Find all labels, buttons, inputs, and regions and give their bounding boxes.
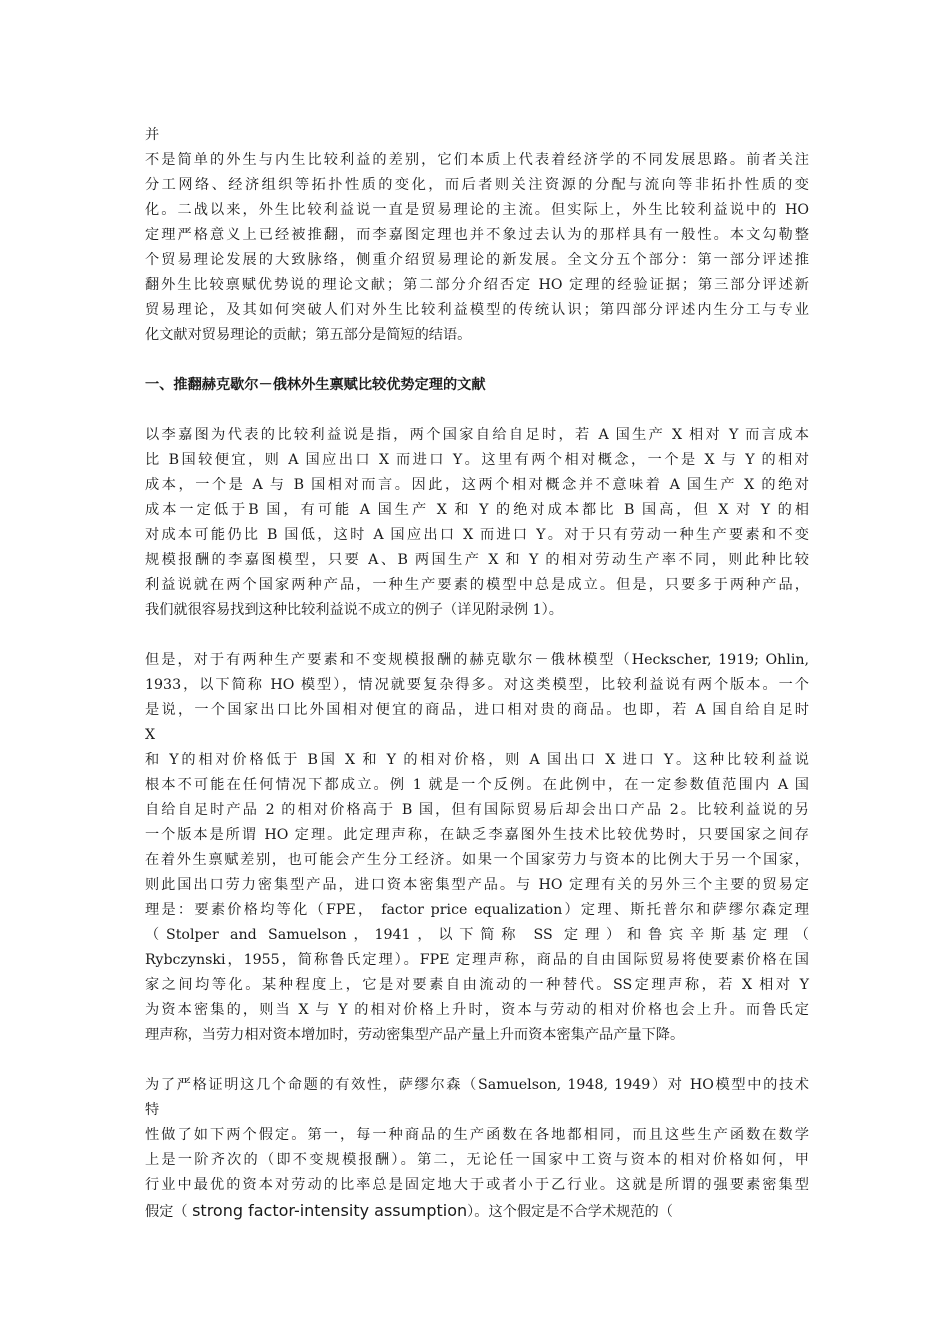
text-line: 不是简单的外生与内生比较利益的差别，它们本质上代表着经济学的不同发展思路。前者关注 (145, 152, 809, 168)
text-line: 为了严格证明这几个命题的有效性，萨缪尔森（Samuelson, 1948, 1949）对 HO模型中的技术 (145, 1077, 809, 1093)
text-line: 为资本密集的，则当 X 与 Y 的相对价格上升时，资本与劳动的相对价格也会上升。而鲁氏定 (145, 1002, 809, 1018)
paragraph-ricardo (145, 423, 809, 623)
text-line: 定理严格意义上已经被推翻，而李嘉图定理也并不象过去认为的那样具有一般性。本文勾勒整 (145, 227, 809, 243)
text-line: Rybczynski，1955，简称鲁氏定理）。FPE 定理声称，商品的自由国际贸易将使要素价格在国 (145, 952, 809, 968)
text-line: 行业中最优的资本对劳动的比率总是固定地大于或者小于乙行业。这就是所谓的强要素密集型 (145, 1177, 809, 1193)
text-line: 并 (145, 127, 160, 143)
text-line: 是说，一个国家出口比外国相对便宜的商品，进口相对贵的商品。也即，若 A 国自给自足时 (145, 702, 809, 718)
text-line: 成本一定低于B 国，有可能 A 国生产 X 和 Y 的绝对成本都比 B 国高，但 X 对 Y 的相 (145, 502, 809, 518)
text-line: 贸易理论，及其如何突破人们对外生比较利益模型的传统认识；第四部分评述内生分工与专业 (145, 302, 809, 318)
text-line: 在着外生禀赋差别，也可能会产生分工经济。如果一个国家劳力与资本的比例大于另一个国家， (145, 852, 809, 868)
text-line: （Stolper and Samuelson，1941，以下简称 SS 定理）和鲁宾辛斯基定理（ (145, 927, 809, 943)
text-line: 家之间均等化。某种程度上，它是对要素自由流动的一种替代。SS定理声称，若 X 相对 Y (145, 977, 809, 993)
english-term: strong factor-intensity assumption (192, 1201, 468, 1220)
text-line: 则此国出口劳力密集型产品，进口资本密集型产品。与 HO 定理有关的另外三个主要的贸易定 (145, 877, 809, 893)
text-line: 化。二战以来，外生比较利益说一直是贸易理论的主流。但实际上，外生比较利益说中的 HO (145, 202, 809, 218)
text-line: 个贸易理论发展的大致脉络，侧重介绍贸易理论的新发展。全文分五个部分：第一部分评述推 (145, 252, 809, 268)
text-line: 翻外生比较禀赋优势说的理论文献；第二部分介绍否定 HO 定理的经验证据；第三部分评述新 (145, 277, 809, 293)
text-line: 对成本可能仍比 B 国低，这时 A 国应出口 X 而进口 Y。对于只有劳动一种生产要素和不变 (145, 527, 809, 543)
paragraph-intro (145, 123, 809, 348)
paragraph-ho-model (145, 648, 809, 1048)
text-line: 利益说就在两个国家两种产品，一种生产要素的模型中总是成立。但是，只要多于两种产品， (145, 577, 809, 593)
text-line: 和 Y的相对价格低于 B国 X 和 Y 的相对价格，则 A 国出口 X 进口 Y。这种比较利益说 (145, 752, 809, 768)
text-line: 比 B国较便宜，则 A 国应出口 X 而进口 Y。这里有两个相对概念，一个是 X 与 Y 的相对 (145, 452, 809, 468)
text-line: 化文献对贸易理论的贡献；第五部分是简短的结语。 (145, 327, 472, 343)
text-line: X (145, 727, 156, 743)
text-line: 1933，以下简称 HO 模型），情况就要复杂得多。对这类模型，比较利益说有两个版本。一个 (145, 677, 809, 693)
text-line: 成本，一个是 A 与 B 国相对而言。因此，这两个相对概念并不意味着 A 国生产 X 的绝对 (145, 477, 809, 493)
text-line: 性做了如下两个假定。第一，每一种商品的生产函数在各地都相同，而且这些生产函数在数学 (145, 1127, 809, 1143)
text-line: 理声称，当劳力相对资本增加时，劳动密集型产品产量上升而资本密集产品产量下降。 (145, 1027, 685, 1043)
text-line (145, 1198, 809, 1225)
text-line: 我们就很容易找到这种比较利益说不成立的例子（详见附录例 1）。 (145, 602, 563, 618)
text-line: 规模报酬的李嘉图模型，只要 A、B 两国生产 X 和 Y 的相对劳动生产率不同，则此种比较 (145, 552, 809, 568)
text-line: 根本不可能在任何情况下都成立。例 1 就是一个反例。在此例中，在一定参数值范围内 A 国 (145, 777, 809, 793)
text-line: 但是，对于有两种生产要素和不变规模报酬的赫克歇尔－俄林模型（Heckscher, 1919; Ohlin, (145, 652, 809, 668)
text-fragment: 假定（ (145, 1204, 193, 1220)
text-line: 分工网络、经济组织等拓扑性质的变化，而后者则关注资源的分配与流向等非拓扑性质的变 (145, 177, 809, 193)
text-line: 特 (145, 1102, 160, 1118)
document-body (145, 123, 809, 1225)
text-line: 上是一阶齐次的（即不变规模报酬）。第二，无论任一国家中工资与资本的相对价格如何，甲 (145, 1152, 809, 1168)
section-heading: 一、推翻赫克歇尔－俄林外生禀赋比较优势定理的文献 (145, 377, 486, 393)
text-line: 理是：要素价格均等化（FPE， factor price equalization）定理、斯托普尔和萨缪尔森定理 (145, 902, 809, 918)
text-line: 以李嘉图为代表的比较利益说是指，两个国家自给自足时，若 A 国生产 X 相对 Y 而言成本 (145, 427, 809, 443)
text-line: 一个版本是所谓 HO 定理。此定理声称，在缺乏李嘉图外生技术比较优势时，只要国家之间存 (145, 827, 809, 843)
text-fragment: ）。这个假定是不合学术规范的（ (467, 1204, 673, 1220)
paragraph-samuelson (145, 1073, 809, 1225)
text-line: 自给自足时产品 2 的相对价格高于 B 国，但有国际贸易后却会出口产品 2。比较利益说的另 (145, 802, 809, 818)
